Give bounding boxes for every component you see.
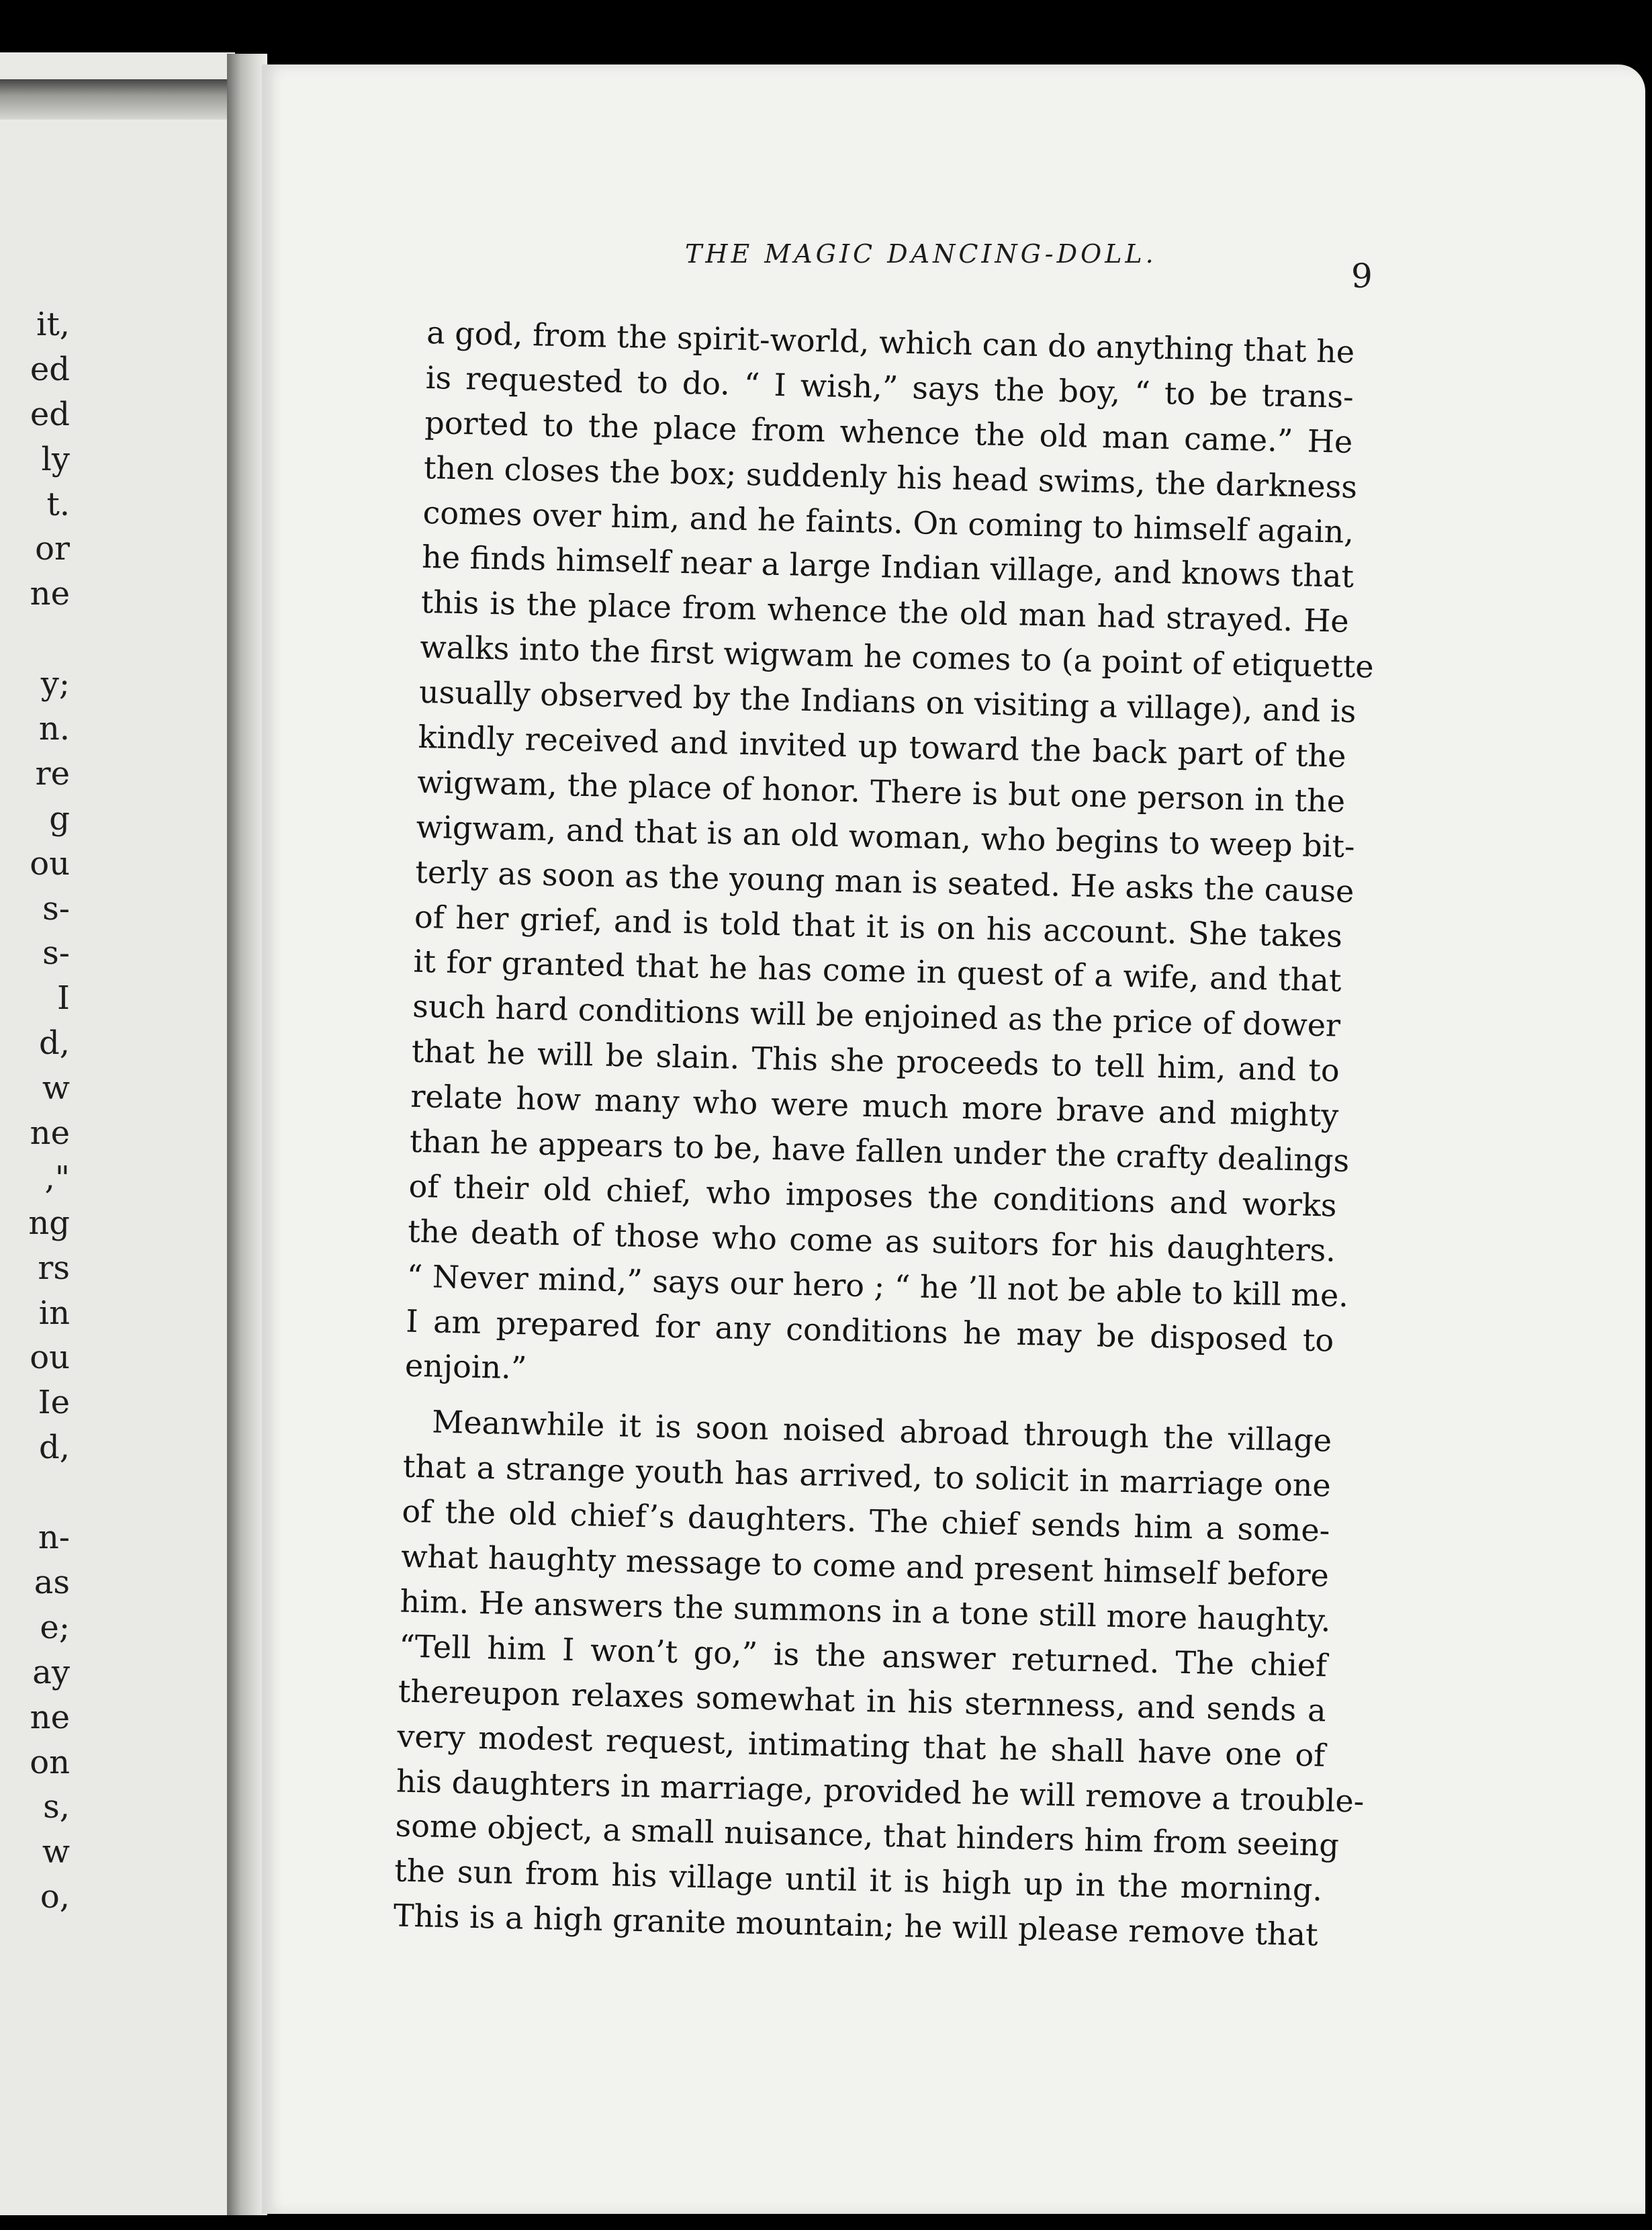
text-line: the sun from his village until it is high up in the morning. — [394, 1852, 1323, 1908]
book-gutter — [227, 54, 267, 2215]
left-page-line-fragment: ed — [30, 350, 70, 388]
page-number: 9 — [1351, 257, 1373, 296]
text-line: I am prepared for any conditions he may be disposed to — [405, 1302, 1334, 1359]
left-page-line-fragment: y; — [40, 665, 70, 703]
left-page-line-fragment: rs — [38, 1249, 70, 1287]
text-line: walks into the first wigwam he comes to (a point of etiquette — [419, 629, 1375, 685]
left-page-line-fragment: n- — [38, 1519, 70, 1557]
text-line: is requested to do. “ I wish,” says the boy, “ to be trans- — [425, 359, 1355, 415]
paragraph-1 — [404, 310, 1375, 1408]
text-line: then closes the box; suddenly his head swims, the darkness — [423, 449, 1358, 505]
text-line: his daughters in marriage, provided he will remove a trouble- — [396, 1763, 1365, 1820]
text-line: usually observed by the Indians on visiting a village), and is — [418, 674, 1357, 730]
text-line: wigwam, the place of honor. There is but one person in the — [416, 763, 1346, 819]
left-page-line-fragment: or — [35, 530, 70, 568]
left-page-line-fragment — [3, 617, 70, 662]
text-line: such hard conditions will be enjoined as the price of dower — [412, 988, 1341, 1044]
left-page-line-fragment: as — [34, 1563, 70, 1601]
left-page-line-fragment — [3, 1470, 70, 1515]
left-page-line-fragment: g — [49, 799, 70, 838]
left-page-line-fragment: d, — [39, 1429, 70, 1467]
text-line: that he will be slain. This she proceeds to tell him, and to — [411, 1033, 1340, 1089]
left-page-line-fragment: ng — [28, 1204, 70, 1242]
text-line: than he appears to be, have fallen under the crafty dealings — [409, 1122, 1350, 1179]
text-line: enjoin.” — [404, 1347, 527, 1386]
left-page-top-edge — [0, 79, 235, 120]
text-line: this is the place from whence the old man had strayed. He — [420, 584, 1350, 640]
left-page-line-fragment: Ie — [38, 1384, 70, 1422]
text-line: he finds himself near a large Indian village, and knows that — [421, 539, 1355, 595]
text-line: some object, a small nuisance, that hinders him from seeing — [395, 1807, 1340, 1864]
left-page-line-fragment: s- — [42, 934, 70, 973]
running-head: THE MAGIC DANCING-DOLL. — [685, 239, 1157, 269]
text-line: thereupon relaxes somewhat in his sternness, and sends a — [398, 1672, 1327, 1729]
left-page-line-fragment: t. — [46, 485, 70, 523]
text-line: ported to the place from whence the old man came.” He — [424, 404, 1353, 460]
text-line: terly as soon as the young man is seated. He asks the cause — [414, 853, 1355, 909]
text-line: that a strange youth has arrived, to solicit in marriage one — [402, 1447, 1332, 1504]
left-page-line-fragment: re — [35, 754, 70, 793]
body-text — [393, 310, 1375, 1957]
left-page-line-fragment: w — [42, 1069, 70, 1108]
text-line: Meanwhile it is soon noised abroad through the village — [431, 1403, 1332, 1459]
left-page-line-fragment: on — [30, 1743, 70, 1781]
left-page-line-fragment: ne — [30, 1114, 70, 1153]
text-line: This is a high granite mountain; he will please remove that — [393, 1897, 1319, 1953]
left-page-line-fragment: e; — [40, 1608, 70, 1646]
left-page-line-fragment: n. — [38, 710, 70, 748]
text-line: comes over him, and he faints. On coming to himself again, — [422, 494, 1355, 550]
left-page-line-fragment: d, — [39, 1024, 70, 1063]
text-line: of their old chief, who imposes the conditions and works — [408, 1167, 1337, 1224]
left-page-line-fragment: ne — [30, 1698, 70, 1736]
left-page-line-fragment: w — [42, 1833, 70, 1871]
left-page-line-fragment: ed — [30, 395, 70, 433]
text-line: of the old chief’s daughters. The chief sends him a some- — [401, 1492, 1330, 1549]
text-line: the death of those who come as suitors for his daughters. — [407, 1212, 1336, 1269]
left-page-line-fragment: s, — [43, 1788, 70, 1826]
text-line: wigwam, and that is an old woman, who begins to weep bit- — [416, 808, 1356, 864]
left-page-line-fragment: I — [57, 979, 70, 1018]
text-line: very modest request, intimating that he shall have one of — [396, 1718, 1326, 1774]
left-page-line-fragment: ," — [44, 1159, 70, 1197]
left-page-line-fragment: ou — [30, 1339, 70, 1377]
left-page-line-fragment: o, — [40, 1878, 70, 1916]
left-page-line-fragment: ly — [41, 440, 70, 478]
text-line: “Tell him I won’t go,” is the answer returned. The chief — [398, 1627, 1328, 1684]
text-line: “ Never mind,” says our hero ; “ he ’ll not be able to kill me. — [406, 1257, 1349, 1314]
left-page-line-fragment: ou — [30, 844, 70, 883]
scan-bottom-border — [0, 2215, 1652, 2230]
text-line: relate how many who were much more brave and mighty — [410, 1077, 1339, 1134]
left-page-line-fragment: ne — [30, 575, 70, 613]
left-page-cut-text — [3, 302, 70, 1920]
text-line: it for granted that he has come in quest of a wife, and that — [413, 943, 1342, 999]
text-line: of her grief, and is told that it is on his account. She takes — [414, 898, 1343, 954]
paragraph-2 — [393, 1399, 1365, 1957]
text-line: him. He answers the summons in a tone still more haughty. — [400, 1582, 1332, 1639]
left-page-line-fragment: it, — [36, 306, 70, 343]
text-line: kindly received and invited up toward the back part of the — [418, 718, 1346, 774]
text-line: what haughty message to come and present himself before — [400, 1537, 1330, 1594]
left-page-line-fragment: ay — [32, 1653, 70, 1691]
text-line: a god, from the spirit-world, which can do anything that he — [426, 314, 1355, 370]
left-page-line-fragment: s- — [42, 889, 70, 928]
left-page-line-fragment: in — [38, 1294, 70, 1332]
